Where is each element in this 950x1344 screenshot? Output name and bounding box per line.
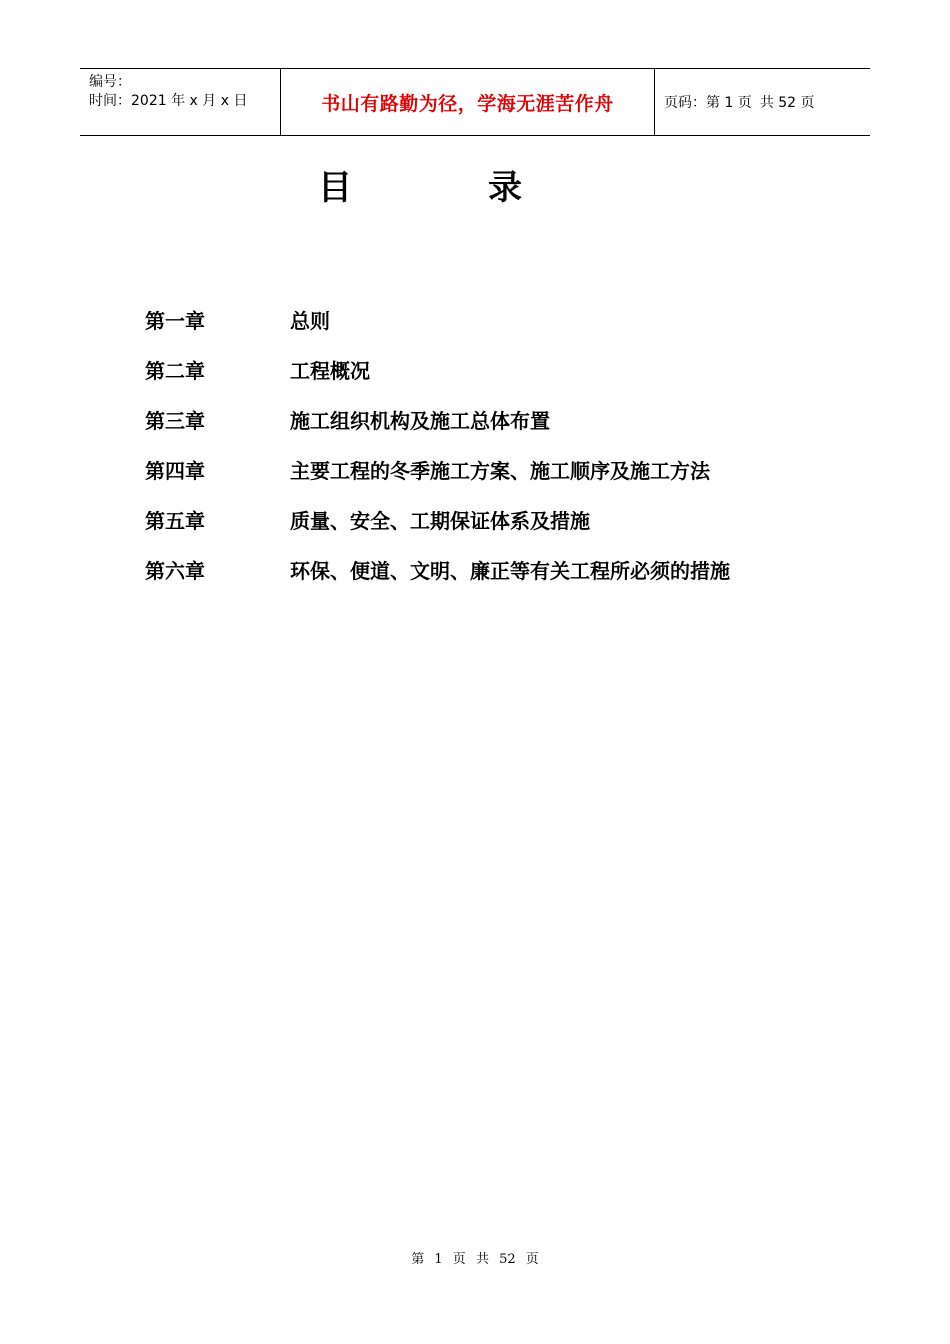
page-title — [0, 160, 950, 210]
toc-chapter-title: 总则 — [290, 308, 330, 333]
header-page-cell — [655, 69, 870, 135]
page-footer — [0, 1248, 950, 1267]
footer-ye: 页 — [452, 1252, 466, 1267]
toc-chapter-title: 环保、便道、文明、廉正等有关工程所必须的措施 — [290, 558, 730, 583]
page-title-char-1: 目 — [318, 168, 352, 208]
toc-chapter-label: 第六章 — [145, 558, 205, 583]
footer-gong: 共 — [475, 1252, 489, 1267]
footer-page-number: 1 — [434, 1252, 443, 1267]
document-number-label: 编号： — [89, 74, 131, 90]
toc-chapter-label: 第二章 — [145, 358, 205, 383]
toc-item — [145, 394, 845, 444]
table-of-contents — [145, 294, 845, 594]
toc-item — [145, 544, 845, 594]
document-time-label: 时间：2021 年 x 月 x 日 — [89, 93, 248, 109]
header-motto: 书山有路勤为径，学海无涯苦作舟 — [321, 92, 614, 115]
toc-item — [145, 494, 845, 544]
footer-di: 第 — [411, 1252, 425, 1267]
header-motto-cell — [281, 69, 655, 135]
toc-chapter-label: 第三章 — [145, 408, 205, 433]
header-total-label: 共 52 页 — [759, 95, 815, 111]
toc-item — [145, 344, 845, 394]
footer-total-pages: 52 — [499, 1252, 516, 1267]
header-page-label: 页码：第 1 页 — [664, 95, 752, 111]
footer-ye-2: 页 — [525, 1252, 539, 1267]
toc-item — [145, 444, 845, 494]
toc-chapter-title: 主要工程的冬季施工方案、施工顺序及施工方法 — [290, 458, 710, 483]
toc-chapter-label: 第五章 — [145, 508, 205, 533]
toc-chapter-title: 施工组织机构及施工总体布置 — [290, 408, 550, 433]
header-meta-cell — [80, 69, 281, 135]
toc-chapter-label: 第一章 — [145, 308, 205, 333]
toc-item — [145, 294, 845, 344]
document-header — [80, 68, 870, 136]
toc-chapter-title: 工程概况 — [290, 358, 370, 383]
page-title-char-2: 录 — [488, 168, 522, 208]
toc-chapter-title: 质量、安全、工期保证体系及措施 — [290, 508, 590, 533]
toc-chapter-label: 第四章 — [145, 458, 205, 483]
